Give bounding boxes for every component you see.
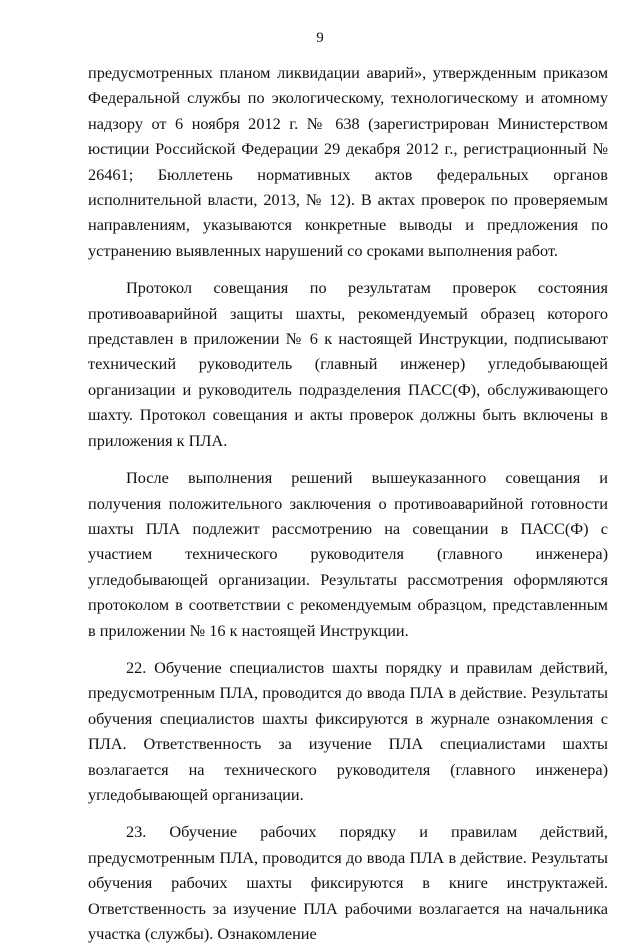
paragraph-item-23: 23. Обучение рабочих порядку и правилам действий, предусмотренным ПЛА, проводится до ввода ПЛА в действие. Результаты обучения рабочих шахты фиксируются в книге инструктажей. Ответственность за изучение ПЛА рабочими возлагается на начальника участка (службы). Ознакомление: [88, 822, 608, 943]
paragraph-protocol: Протокол совещания по результатам проверок состояния противоаварийной защиты шахты, рекомендуемый образец которого представлен в приложении № 6 к настоящей Инструкции, подписывают технический руководитель (главный инженер) угледобывающей организации и руководитель подразделения ПАСС(Ф), обслуживающего шахту. Протокол совещания и акты проверок должны быть включены в приложения к ПЛА.: [88, 278, 608, 450]
paragraph-item-22: 22. Обучение специалистов шахты порядку и правилам действий, предусмотренным ПЛА, проводится до ввода ПЛА в действие. Результаты обучения специалистов шахты фиксируются в журнале ознакомления с ПЛА. Ответственность за изучение ПЛА специалистами шахты возлагается на технического руководителя (главного инженера) угледобывающей организации.: [88, 657, 608, 804]
paragraph-continuation: предусмотренных планом ликвидации аварий», утвержденным приказом Федеральной службы по экологическому, технологическому и атомному надзору от 6 ноября 2012 г. № 638 (зарегистрирован Министерством юстиции Российской Федерации 29 декабря 2012 г., регистрационный № 26461; Бюллетень нормативных актов федеральных органов исполнительной власти, 2013, № 12). В актах проверок по проверяемым направлениям, указываются конкретные выводы и предложения по устранению выявленных нарушений со сроками выполнения работ.: [88, 63, 608, 260]
document-body: [88, 60, 608, 946]
paragraph-review: После выполнения решений вышеуказанного совещания и получения положительного заключения о противоаварийной готовности шахты ПЛА подлежит рассмотрению на совещании в ПАСС(Ф) с участием технического руководителя (главного инженера) угледобывающей организации. Результаты рассмотрения оформляются протоколом в соответствии с рекомендуемым образцом, представленным в приложении № 16 к настоящей Инструкции.: [88, 468, 608, 640]
page-number: 9: [316, 30, 324, 46]
